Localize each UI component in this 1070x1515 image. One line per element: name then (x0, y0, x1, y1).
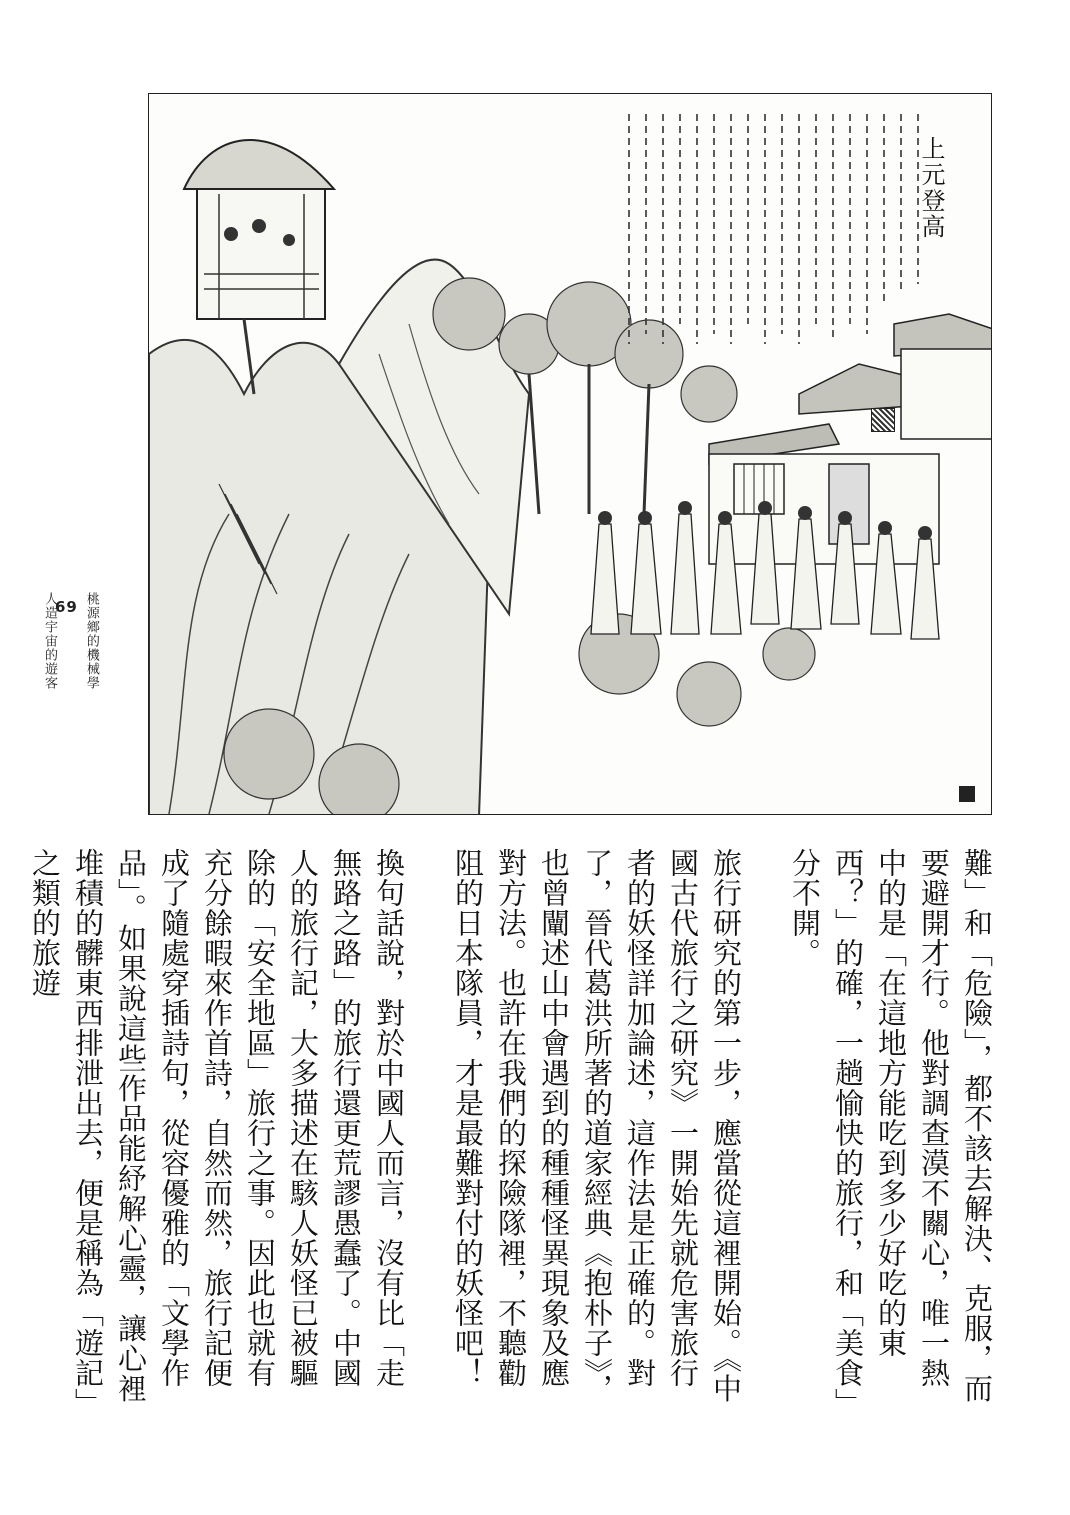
artist-signature-icon (959, 786, 975, 802)
body-text (28, 848, 998, 1408)
book-title: 桃源鄉的機械學 (83, 592, 99, 690)
paragraph-2: 旅行研究的第一步，應當從這裡開始。《中國古代旅行之研究》一開始先就危害旅行者的妖怪詳加論述，這作法是正確的。對了，晉代葛洪所著的道家經典《抱朴子》，也曾闡述山中會遇到的種種怪異現象及應對方法。也許在我們的探險隊裡，不聽勸阻的日本隊員，才是最難對付的妖怪吧！ (451, 848, 743, 1404)
chapter-title: 人造宇宙的遊客 (42, 592, 57, 690)
seal-stamp-icon (871, 408, 895, 432)
paragraph-3: 換句話說，對於中國人而言，沒有比「走無路之路」的旅行還更荒謬愚蠢了。中國人的旅行記，大多描述在駭人妖怪已被驅除的「安全地區」旅行之事。因此也就有充分餘暇來作首詩，自然而然，旅行記便成了隨處穿插詩句，從容優雅的「文學作品」。如果說這些作品能紓解心靈，讓心裡堆積的髒東西排泄出去，便是稱為「遊記」之類的旅遊 (28, 848, 406, 1404)
page-margin (40, 592, 101, 690)
paragraph-1: 難」和「危險」，都不該去解決、克服，而要避開才行。他對調查漠不關心，唯一熱中的是「在這地方能吃到多少好吃的東西？」的確，一趟愉快的旅行，和「美食」分不開。 (788, 848, 994, 1404)
landscape-drawing (149, 94, 992, 815)
page-number: 69 (55, 598, 78, 616)
illustration-title: 上元登高 (917, 136, 945, 240)
woodblock-illustration (148, 93, 992, 815)
